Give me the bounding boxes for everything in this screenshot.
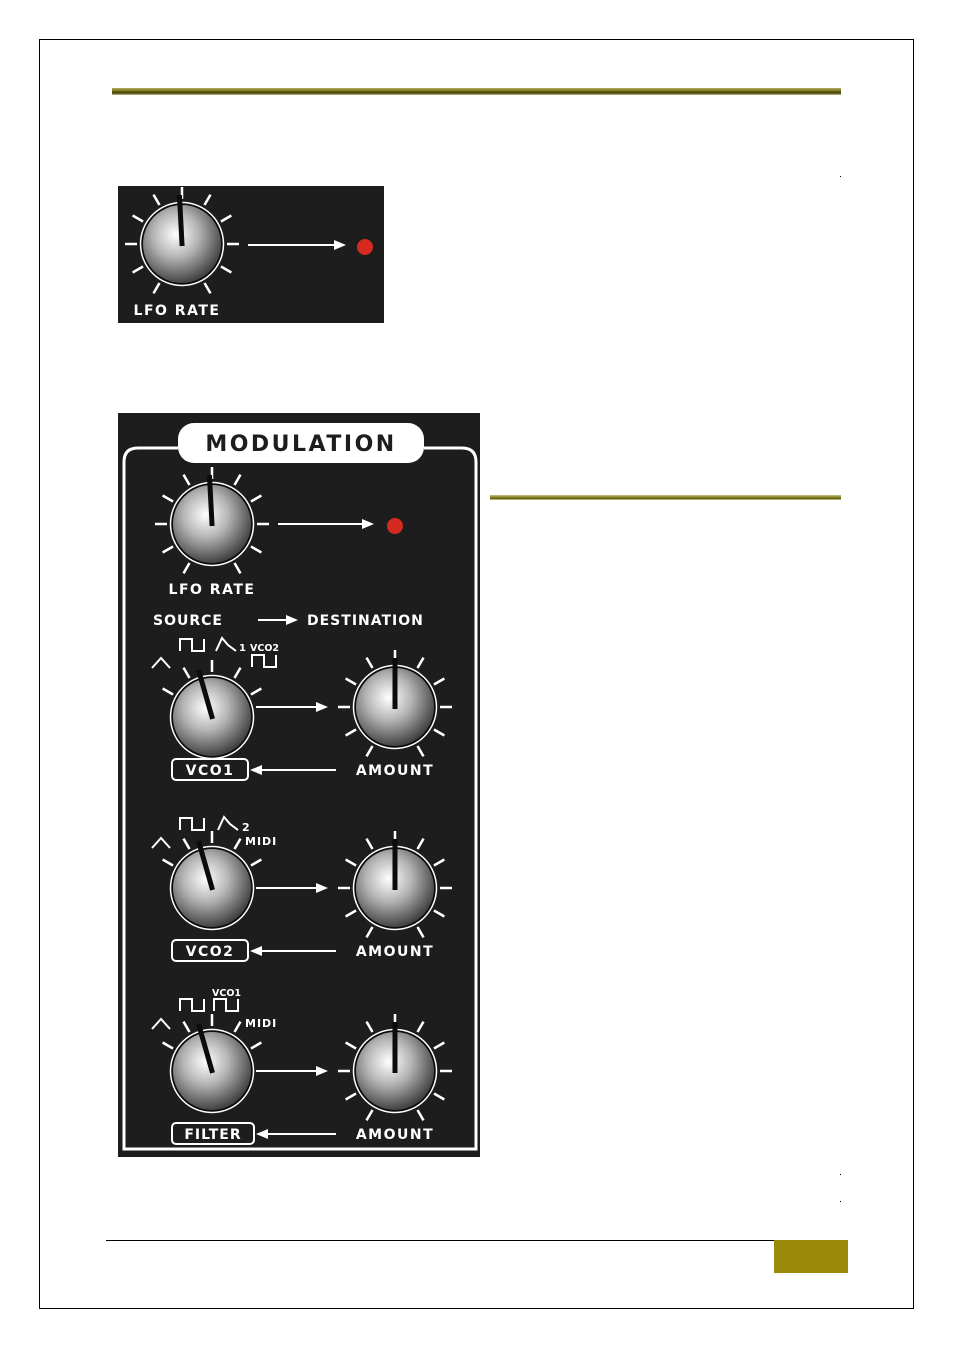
source-label: SOURCE	[153, 613, 223, 629]
lfo-rate-label: LFO RATE	[133, 303, 221, 319]
modulation-panel-figure	[118, 413, 480, 1157]
vco2-amount-label: AMOUNT	[355, 944, 435, 960]
destination-label: DESTINATION	[307, 613, 424, 629]
vco1-wave-label-1: 1	[239, 643, 246, 654]
filter-source-label: FILTER	[184, 1127, 242, 1143]
vco2-wave-label-1: 2	[242, 821, 250, 834]
header-rule	[112, 88, 841, 95]
lfo-led	[357, 239, 373, 255]
page-number-tab	[774, 1240, 848, 1273]
vco2-wave-label-2: MIDI	[245, 835, 278, 848]
vco1-amount-label: AMOUNT	[355, 763, 435, 779]
section-rule	[490, 495, 841, 500]
vco1-source-label: VCO1	[185, 763, 235, 779]
lfo-rate-label: LFO RATE	[168, 582, 256, 598]
lfo-rate-panel-figure	[118, 186, 384, 323]
knob-pointer	[209, 475, 212, 526]
knob-pointer	[179, 195, 182, 246]
vco2-source-label: VCO2	[185, 944, 235, 960]
filter-amount-label: AMOUNT	[355, 1127, 435, 1143]
footer-line	[106, 1240, 774, 1241]
lfo-led	[387, 518, 403, 534]
filter-wave-label-1: VCO1	[212, 988, 242, 999]
stray-mark	[840, 1201, 841, 1202]
stray-mark	[840, 176, 841, 177]
filter-wave-label-2: MIDI	[245, 1017, 278, 1030]
vco1-wave-label-2: VCO2	[250, 643, 280, 654]
stray-mark	[840, 1174, 841, 1175]
modulation-title: MODULATION	[205, 432, 397, 457]
